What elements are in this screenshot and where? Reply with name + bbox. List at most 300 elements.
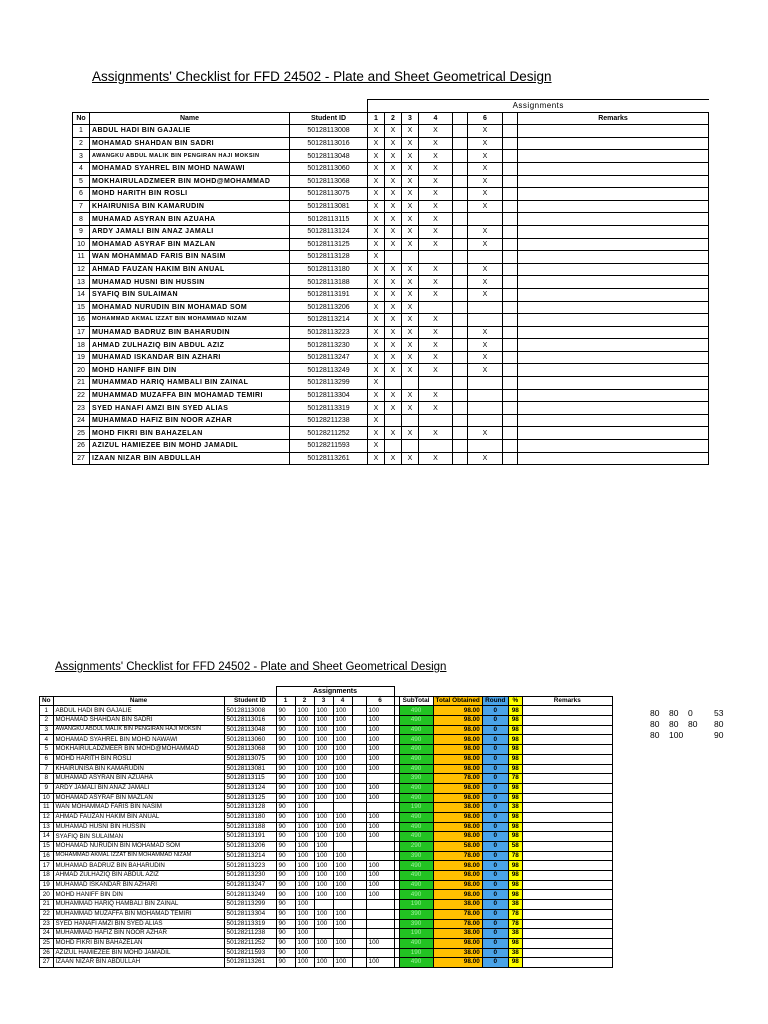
assignment-5-check bbox=[453, 175, 468, 188]
row-number: 11 bbox=[40, 803, 54, 813]
assignment-1-check: X bbox=[368, 364, 385, 377]
student-name: MUHAMAD HUSNI BIN HUSSIN bbox=[90, 276, 290, 289]
assignment-4-score bbox=[333, 900, 352, 910]
header-row-assignments-2 bbox=[40, 687, 613, 697]
assignment-6-check: X bbox=[468, 276, 503, 289]
student-name: AHMAD ZULHAZIQ BIN ABDUL AZIZ bbox=[53, 871, 224, 881]
assignment-4-score: 100 bbox=[333, 919, 352, 929]
assignment-1-check: X bbox=[368, 351, 385, 364]
assignment-4-score: 100 bbox=[333, 774, 352, 784]
assignment-6-check: X bbox=[468, 200, 503, 213]
assignment-3-check: X bbox=[402, 301, 419, 314]
assignment-2-score: 100 bbox=[295, 880, 314, 890]
student-id: 50128113230 bbox=[290, 339, 368, 352]
student-id: 50128113214 bbox=[290, 314, 368, 327]
assignment-4-check: X bbox=[419, 150, 453, 163]
percent-cell: 78 bbox=[508, 851, 522, 861]
assignment-3-check: X bbox=[402, 276, 419, 289]
assignment-5-check bbox=[453, 402, 468, 415]
assignment-4-check: X bbox=[419, 452, 453, 465]
subtotal-cell: 490 bbox=[399, 725, 433, 735]
assignment-1-check: X bbox=[368, 339, 385, 352]
assignment-1-check: X bbox=[368, 238, 385, 251]
assignment-2-score: 100 bbox=[295, 793, 314, 803]
a4-header-2: 4 bbox=[333, 696, 352, 706]
student-id: 50128113075 bbox=[224, 754, 276, 764]
row-number: 7 bbox=[73, 200, 90, 213]
assignment-4-score bbox=[333, 803, 352, 813]
assignment-3-check bbox=[402, 251, 419, 264]
side-number: 80 bbox=[650, 719, 660, 729]
student-name: MUHAMMAD HAFIZ BIN NOOR AZHAR bbox=[53, 929, 224, 939]
round-cell: 0 bbox=[482, 900, 508, 910]
assignment-5-score bbox=[352, 754, 366, 764]
assignment-2-check: X bbox=[385, 188, 402, 201]
side-number-row bbox=[650, 708, 738, 719]
student-name: ABDUL HADI BIN GAJALIE bbox=[53, 706, 224, 716]
assignment-3-score: 100 bbox=[314, 735, 333, 745]
assignment-1-score: 90 bbox=[276, 783, 295, 793]
assignment-2-score: 100 bbox=[295, 803, 314, 813]
assignment-6-score: 100 bbox=[366, 880, 394, 890]
remarks-cell bbox=[518, 213, 709, 226]
assignment-6-score: 100 bbox=[366, 725, 394, 735]
subtotal-cell: 490 bbox=[399, 871, 433, 881]
row-number: 20 bbox=[73, 364, 90, 377]
assignment-4-score: 100 bbox=[333, 861, 352, 871]
percent-cell: 98 bbox=[508, 958, 522, 968]
student-id: 50128113124 bbox=[290, 225, 368, 238]
row-number: 5 bbox=[73, 175, 90, 188]
percent-cell: 98 bbox=[508, 764, 522, 774]
student-name: MOHAMAD SHAHDAN BIN SADRI bbox=[90, 137, 290, 150]
assignment-3-check: X bbox=[402, 351, 419, 364]
student-id: 50128211238 bbox=[290, 414, 368, 427]
assignment-3-score: 100 bbox=[314, 842, 333, 852]
round-cell: 0 bbox=[482, 764, 508, 774]
assignment-5-check bbox=[453, 225, 468, 238]
a2-header: 2 bbox=[385, 112, 402, 125]
assignment-1-score: 90 bbox=[276, 793, 295, 803]
round-cell: 0 bbox=[482, 812, 508, 822]
assignment-4-score: 100 bbox=[333, 745, 352, 755]
assignment-5-check bbox=[453, 276, 468, 289]
assignment-6-check: X bbox=[468, 339, 503, 352]
subtotal-cell: 490 bbox=[399, 880, 433, 890]
percent-cell: 98 bbox=[508, 745, 522, 755]
row-number: 6 bbox=[73, 188, 90, 201]
assignment-4-check: X bbox=[419, 402, 453, 415]
assignment-3-check: X bbox=[402, 213, 419, 226]
student-name: AZIZUL HAMIEZEE BIN MOHD JAMADIL bbox=[53, 948, 224, 958]
assignment-5-check bbox=[453, 389, 468, 402]
round-cell: 0 bbox=[482, 938, 508, 948]
assignment-4-check: X bbox=[419, 263, 453, 276]
remarks-cell bbox=[518, 225, 709, 238]
student-id: 50128113249 bbox=[224, 890, 276, 900]
assignment-1-score: 90 bbox=[276, 716, 295, 726]
row-number: 26 bbox=[40, 948, 54, 958]
assignment-2-check: X bbox=[385, 314, 402, 327]
assignment-1-score: 90 bbox=[276, 861, 295, 871]
assignment-3-check bbox=[402, 440, 419, 453]
percent-cell: 98 bbox=[508, 938, 522, 948]
assignment-4-check: X bbox=[419, 339, 453, 352]
assignment-5-score bbox=[352, 783, 366, 793]
remarks-cell bbox=[518, 377, 709, 390]
student-id: 50128113081 bbox=[224, 764, 276, 774]
total-obtained-cell: 58.00 bbox=[433, 842, 482, 852]
row-number: 9 bbox=[73, 225, 90, 238]
remarks-cell bbox=[522, 793, 612, 803]
assignment-2-check: X bbox=[385, 427, 402, 440]
assignment-5-score bbox=[352, 832, 366, 842]
row-number: 20 bbox=[40, 890, 54, 900]
row-number: 27 bbox=[40, 958, 54, 968]
subtotal-cell: 290 bbox=[399, 842, 433, 852]
assignment-1-check: X bbox=[368, 414, 385, 427]
round-cell: 0 bbox=[482, 822, 508, 832]
assignment-5-score bbox=[352, 793, 366, 803]
student-id: 50128113319 bbox=[290, 402, 368, 415]
total-obtained-cell: 98.00 bbox=[433, 735, 482, 745]
table-row bbox=[73, 364, 709, 377]
remarks-cell bbox=[518, 251, 709, 264]
assignment-3-check: X bbox=[402, 314, 419, 327]
remarks-cell bbox=[518, 402, 709, 415]
student-id: 50128113223 bbox=[290, 326, 368, 339]
side-number: 80 bbox=[669, 719, 679, 729]
remarks-cell bbox=[522, 783, 612, 793]
row-number: 21 bbox=[73, 377, 90, 390]
assignment-3-check bbox=[402, 414, 419, 427]
assignment-3-check: X bbox=[402, 288, 419, 301]
remarks-cell bbox=[522, 948, 612, 958]
table-row bbox=[40, 919, 613, 929]
percent-cell: 98 bbox=[508, 725, 522, 735]
subtotal-cell: 490 bbox=[399, 783, 433, 793]
assignment-4-check bbox=[419, 440, 453, 453]
assignment-5-score bbox=[352, 725, 366, 735]
student-id: 50128211593 bbox=[290, 440, 368, 453]
assignment-6-check bbox=[468, 377, 503, 390]
remarks-cell bbox=[522, 890, 612, 900]
total-obtained-cell: 98.00 bbox=[433, 812, 482, 822]
table-row bbox=[40, 909, 613, 919]
remarks-cell bbox=[522, 861, 612, 871]
total-obtained-cell: 98.00 bbox=[433, 938, 482, 948]
assignment-1-score: 90 bbox=[276, 832, 295, 842]
assignment-4-check: X bbox=[419, 213, 453, 226]
assignment-5-check bbox=[453, 263, 468, 276]
assignment-3-score: 100 bbox=[314, 716, 333, 726]
assignment-1-check: X bbox=[368, 326, 385, 339]
total-obtained-cell: 98.00 bbox=[433, 958, 482, 968]
assignment-3-score: 100 bbox=[314, 822, 333, 832]
student-name: MUHAMMAD HARIQ HAMBALI BIN ZAINAL bbox=[90, 377, 290, 390]
row-number: 13 bbox=[73, 276, 90, 289]
round-cell: 0 bbox=[482, 803, 508, 813]
a3-header-2: 3 bbox=[314, 696, 333, 706]
assignment-3-check bbox=[402, 377, 419, 390]
student-name: MUHAMAD HUSNI BIN HUSSIN bbox=[53, 822, 224, 832]
assignment-4-score: 100 bbox=[333, 754, 352, 764]
round-cell: 0 bbox=[482, 793, 508, 803]
assignment-3-score: 100 bbox=[314, 754, 333, 764]
assignment-5-check bbox=[453, 251, 468, 264]
student-id: 50128113191 bbox=[224, 832, 276, 842]
assignment-5-check bbox=[453, 314, 468, 327]
student-name: MUHAMMAD MUZAFFA BIN MOHAMAD TEMIRI bbox=[90, 389, 290, 402]
assignment-3-score: 100 bbox=[314, 938, 333, 948]
spacer-cell bbox=[503, 452, 518, 465]
side-number: 100 bbox=[669, 730, 684, 740]
assignment-1-check: X bbox=[368, 427, 385, 440]
spacer-cell bbox=[503, 276, 518, 289]
row-number: 4 bbox=[73, 162, 90, 175]
assignment-1-score: 90 bbox=[276, 851, 295, 861]
assignment-5-check bbox=[453, 440, 468, 453]
row-number: 1 bbox=[40, 706, 54, 716]
assignment-5-check bbox=[453, 377, 468, 390]
round-cell: 0 bbox=[482, 919, 508, 929]
title-bottom: Assignments' Checklist for FFD 24502 - Plate and Sheet Geometrical Design bbox=[55, 661, 447, 673]
assignment-3-score: 100 bbox=[314, 832, 333, 842]
assignment-2-score: 100 bbox=[295, 706, 314, 716]
remarks-cell bbox=[522, 812, 612, 822]
assignment-2-check: X bbox=[385, 238, 402, 251]
spacer-cell bbox=[503, 150, 518, 163]
remarks-cell bbox=[518, 137, 709, 150]
assignment-4-score: 100 bbox=[333, 822, 352, 832]
student-name: WAN MOHAMMAD FARIS BIN NASIM bbox=[90, 251, 290, 264]
student-name: MOHAMMAD AKMAL IZZAT BIN MOHAMMAD NIZAM bbox=[90, 314, 290, 327]
spacer-cell bbox=[503, 213, 518, 226]
assignment-2-check: X bbox=[385, 288, 402, 301]
remarks-header: Remarks bbox=[518, 112, 709, 125]
student-id: 50128113319 bbox=[224, 919, 276, 929]
student-name: MUHAMAD ISKANDAR BIN AZHARI bbox=[53, 880, 224, 890]
assignment-5-check bbox=[453, 188, 468, 201]
assignment-6-check: X bbox=[468, 150, 503, 163]
assignment-2-score: 100 bbox=[295, 842, 314, 852]
assignment-5-check bbox=[453, 351, 468, 364]
assignment-4-score: 100 bbox=[333, 764, 352, 774]
subtotal-cell: 390 bbox=[399, 909, 433, 919]
table-row bbox=[40, 754, 613, 764]
spacer-cell bbox=[503, 175, 518, 188]
assignment-6-score: 100 bbox=[366, 754, 394, 764]
subtotal-cell: 490 bbox=[399, 716, 433, 726]
assignment-6-score: 100 bbox=[366, 745, 394, 755]
assignment-1-score: 90 bbox=[276, 812, 295, 822]
remarks-cell bbox=[518, 364, 709, 377]
assignment-4-score: 100 bbox=[333, 871, 352, 881]
assignment-4-check bbox=[419, 301, 453, 314]
assignment-6-check: X bbox=[468, 175, 503, 188]
student-name: KHAIRUNISA BIN KAMARUDIN bbox=[53, 764, 224, 774]
spacer-cell bbox=[503, 162, 518, 175]
assignment-4-check: X bbox=[419, 351, 453, 364]
assignment-1-check: X bbox=[368, 175, 385, 188]
total-obtained-cell: 98.00 bbox=[433, 783, 482, 793]
subtotal-cell: 390 bbox=[399, 774, 433, 784]
student-name: KHAIRUNISA BIN KAMARUDIN bbox=[90, 200, 290, 213]
assignment-4-score: 100 bbox=[333, 909, 352, 919]
assignment-1-score: 90 bbox=[276, 900, 295, 910]
assignment-2-score: 100 bbox=[295, 764, 314, 774]
round-cell: 0 bbox=[482, 842, 508, 852]
assignment-3-score: 100 bbox=[314, 909, 333, 919]
student-id: 50128113247 bbox=[290, 351, 368, 364]
student-id: 50128211252 bbox=[290, 427, 368, 440]
assignment-2-score: 100 bbox=[295, 929, 314, 939]
assignment-1-check: X bbox=[368, 263, 385, 276]
remarks-cell bbox=[518, 276, 709, 289]
row-number: 24 bbox=[40, 929, 54, 939]
assignment-1-score: 90 bbox=[276, 948, 295, 958]
percent-cell: 98 bbox=[508, 783, 522, 793]
table-row bbox=[40, 725, 613, 735]
student-id: 50128113206 bbox=[224, 842, 276, 852]
side-number: 80 bbox=[669, 708, 679, 718]
remarks-cell bbox=[518, 314, 709, 327]
remarks-cell bbox=[522, 735, 612, 745]
row-number: 17 bbox=[40, 861, 54, 871]
assignment-4-check: X bbox=[419, 137, 453, 150]
assignment-3-check: X bbox=[402, 263, 419, 276]
assignment-2-check: X bbox=[385, 150, 402, 163]
percent-cell: 98 bbox=[508, 822, 522, 832]
total-obtained-cell: 78.00 bbox=[433, 851, 482, 861]
assignment-5-score bbox=[352, 716, 366, 726]
assignment-1-check: X bbox=[368, 314, 385, 327]
spacer-cell bbox=[503, 364, 518, 377]
spacer-cell bbox=[503, 188, 518, 201]
student-name: MOHAMAD SYAHREL BIN MOHD NAWAWI bbox=[53, 735, 224, 745]
assignment-3-check: X bbox=[402, 427, 419, 440]
assignment-6-score: 100 bbox=[366, 822, 394, 832]
assignment-6-check bbox=[468, 402, 503, 415]
student-name: MOHAMAD NURUDIN BIN MOHAMAD SOM bbox=[90, 301, 290, 314]
assignment-5-score bbox=[352, 735, 366, 745]
table-row bbox=[73, 402, 709, 415]
table-row bbox=[40, 871, 613, 881]
remarks-cell bbox=[518, 414, 709, 427]
assignment-6-score bbox=[366, 803, 394, 813]
name-header: Name bbox=[90, 112, 290, 125]
assignment-4-check: X bbox=[419, 389, 453, 402]
student-name: MOHAMAD ASYRAF BIN MAZLAN bbox=[90, 238, 290, 251]
remarks-cell bbox=[522, 958, 612, 968]
assignment-2-check: X bbox=[385, 263, 402, 276]
student-name: MUHAMAD ASYRAN BIN AZUAHA bbox=[53, 774, 224, 784]
assignment-6-score bbox=[366, 774, 394, 784]
round-cell: 0 bbox=[482, 745, 508, 755]
assignment-5-check bbox=[453, 162, 468, 175]
round-cell: 0 bbox=[482, 832, 508, 842]
side-number: 0 bbox=[688, 708, 693, 718]
assignment-3-check: X bbox=[402, 125, 419, 138]
assignment-1-check: X bbox=[368, 288, 385, 301]
assignment-6-check: X bbox=[468, 364, 503, 377]
student-id: 50128113016 bbox=[290, 137, 368, 150]
assignment-2-score: 100 bbox=[295, 890, 314, 900]
table-row bbox=[40, 803, 613, 813]
table-row bbox=[40, 880, 613, 890]
table-row bbox=[73, 200, 709, 213]
row-number: 18 bbox=[40, 871, 54, 881]
assignment-3-score: 100 bbox=[314, 880, 333, 890]
assignment-6-check bbox=[468, 414, 503, 427]
student-id: 50128113060 bbox=[224, 735, 276, 745]
round-cell: 0 bbox=[482, 929, 508, 939]
student-id: 50128113223 bbox=[224, 861, 276, 871]
assignment-5-check bbox=[453, 339, 468, 352]
total-obtained-cell: 38.00 bbox=[433, 803, 482, 813]
remarks-cell bbox=[522, 706, 612, 716]
row-number: 9 bbox=[40, 783, 54, 793]
assignment-4-score: 100 bbox=[333, 725, 352, 735]
remarks-cell bbox=[518, 188, 709, 201]
table-row bbox=[73, 125, 709, 138]
assignment-5-score bbox=[352, 871, 366, 881]
table-row bbox=[40, 783, 613, 793]
assignment-3-score: 100 bbox=[314, 793, 333, 803]
assignment-3-score: 100 bbox=[314, 812, 333, 822]
subtotal-cell: 490 bbox=[399, 793, 433, 803]
remarks-cell bbox=[518, 175, 709, 188]
assignment-3-check: X bbox=[402, 452, 419, 465]
assignment-6-check bbox=[468, 389, 503, 402]
assignment-5-check bbox=[453, 427, 468, 440]
row-number: 2 bbox=[40, 716, 54, 726]
round-cell: 0 bbox=[482, 909, 508, 919]
assignment-4-score: 100 bbox=[333, 958, 352, 968]
assignment-5-score bbox=[352, 938, 366, 948]
remarks-cell bbox=[522, 909, 612, 919]
table-row bbox=[73, 238, 709, 251]
table-row bbox=[40, 890, 613, 900]
percent-cell: 38 bbox=[508, 948, 522, 958]
remarks-cell bbox=[522, 919, 612, 929]
student-name: MOHD HARITH BIN ROSLI bbox=[53, 754, 224, 764]
row-number: 16 bbox=[40, 851, 54, 861]
assignment-3-check: X bbox=[402, 326, 419, 339]
assignment-3-score: 100 bbox=[314, 745, 333, 755]
subtotal-cell: 190 bbox=[399, 929, 433, 939]
row-number: 16 bbox=[73, 314, 90, 327]
assignment-3-check: X bbox=[402, 137, 419, 150]
spacer-cell bbox=[503, 440, 518, 453]
assignment-4-check: X bbox=[419, 427, 453, 440]
table-row bbox=[73, 188, 709, 201]
assignment-3-score: 100 bbox=[314, 783, 333, 793]
percent-cell: 98 bbox=[508, 735, 522, 745]
assignment-5-score bbox=[352, 948, 366, 958]
total-obtained-cell: 98.00 bbox=[433, 725, 482, 735]
total-obtained-cell: 98.00 bbox=[433, 880, 482, 890]
row-number: 13 bbox=[40, 822, 54, 832]
student-name: MOHD HARITH BIN ROSLI bbox=[90, 188, 290, 201]
round-cell: 0 bbox=[482, 735, 508, 745]
total-obtained-cell: 98.00 bbox=[433, 764, 482, 774]
total-obtained-cell: 98.00 bbox=[433, 706, 482, 716]
table-row bbox=[73, 276, 709, 289]
table-row bbox=[73, 427, 709, 440]
assignment-1-check: X bbox=[368, 402, 385, 415]
student-name: MOHAMAD SHAHDAN BIN SADRI bbox=[53, 716, 224, 726]
